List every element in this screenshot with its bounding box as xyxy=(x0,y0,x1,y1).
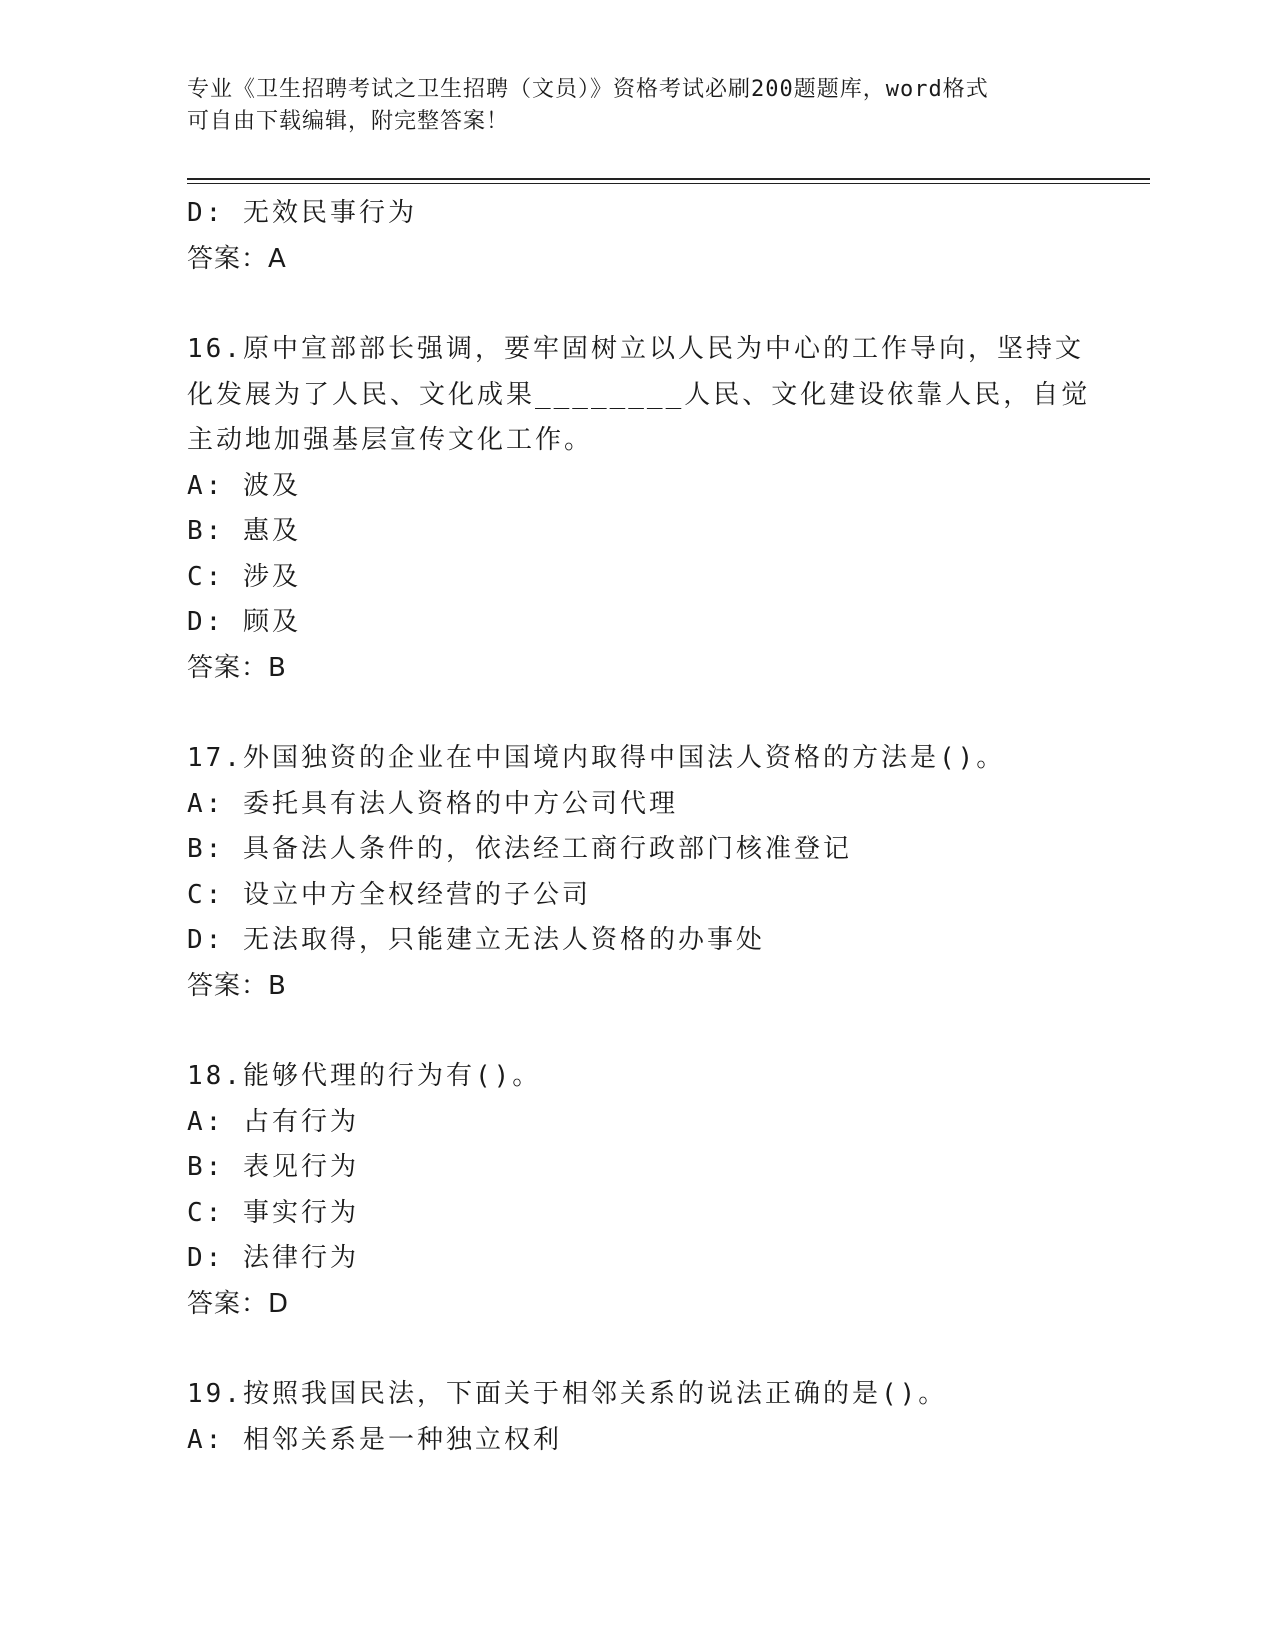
answer-line: 答案：D xyxy=(187,1288,290,1319)
option-b: B: 惠及 xyxy=(187,516,301,546)
stem-line: 16.原中宣部部长强调，要牢固树立以人民为中心的工作导向，坚持文 xyxy=(187,334,1084,364)
option-a: A: 相邻关系是一种独立权利 xyxy=(187,1424,562,1455)
question-18-stem: 18.能够代理的行为有()。 xyxy=(187,1061,542,1091)
stem-line: 主动地加强基层宣传文化工作。 xyxy=(187,425,594,455)
spacer xyxy=(187,691,1087,736)
option-c: C: 设立中方全权经营的子公司 xyxy=(187,879,591,910)
option-c: C: 涉及 xyxy=(187,561,301,592)
question-16-stem xyxy=(187,327,1091,464)
option-a: A: 占有行为 xyxy=(187,1106,359,1137)
option-b: B: 具备法人条件的，依法经工商行政部门核准登记 xyxy=(187,834,852,864)
spacer xyxy=(187,1327,1087,1372)
header-divider-thick xyxy=(187,178,1150,180)
document-header xyxy=(187,74,1087,138)
option-d: D: 无效民事行为 xyxy=(187,198,417,228)
question-17-stem: 17.外国独资的企业在中国境内取得中国法人资格的方法是()。 xyxy=(187,743,1006,773)
option-d: D: 法律行为 xyxy=(187,1243,359,1273)
option-a: A: 委托具有法人资格的中方公司代理 xyxy=(187,788,678,819)
spacer xyxy=(187,282,1087,327)
spacer xyxy=(187,1009,1087,1054)
option-b: B: 表见行为 xyxy=(187,1152,359,1182)
answer-line: 答案：A xyxy=(187,243,287,274)
option-a: A: 波及 xyxy=(187,470,301,501)
answer-line: 答案：B xyxy=(187,652,287,683)
option-d: D: 顾及 xyxy=(187,607,301,637)
answer-line: 答案：B xyxy=(187,970,287,1001)
option-c: C: 事实行为 xyxy=(187,1197,359,1228)
option-d: D: 无法取得，只能建立无法人资格的办事处 xyxy=(187,925,765,955)
header-line-1: 专业《卫生招聘考试之卫生招聘（文员）》资格考试必刷200题题库，word格式 xyxy=(187,77,989,102)
stem-line: 化发展为了人民、文化成果________人民、文化建设依靠人民，自觉 xyxy=(187,379,1091,410)
header-line-2: 可自由下载编辑，附完整答案！ xyxy=(187,109,510,134)
header-divider-thin xyxy=(187,183,1150,184)
question-list xyxy=(187,191,1091,1463)
question-19-stem: 19.按照我国民法，下面关于相邻关系的说法正确的是()。 xyxy=(187,1379,948,1409)
